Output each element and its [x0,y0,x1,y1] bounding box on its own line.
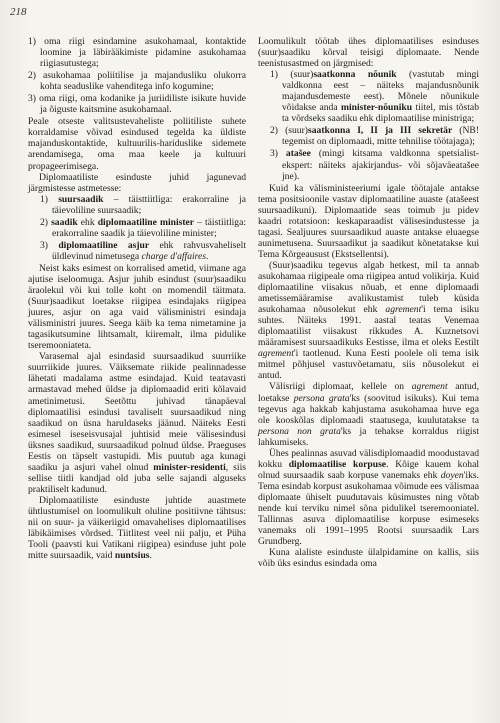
paragraph: Kuid ka välisministeeriumi igale töötajale antakse tema positsioonile vastav diplomaatiline auaste (atašeest suursaadikuni). Diplomaatide seas toimub ju pidev kaadri rotatsioon: keskaparaadist välisesindustesse ja tagasi. Sealjuures suursaadikud auaste antakse eluaegse aunimetusena. Suursaadikut ja saadikut kõnetatakse kui Tema Kõrgeausust (Ekstsellentsi). [258,182,479,260]
diplomatic-functions-list [28,36,246,115]
item-number: 2) [270,125,286,137]
list-item [258,148,479,181]
term: saadik [51,216,78,228]
paragraph-text: (Suur)saadiku tegevus algab hetkest, mil ta annab asukohamaa riigipeale oma riigipea antud volikirja. Kuid diplomaatiline viisakus nõuab, et enne diplomaadi ametissemääramise avalikustamist tuleb küsida asukohamaa nõusolekut ehk [258,259,479,316]
item-text: – täisttiitliga: erakorraline ja täievoliline suursaadik; [52,193,247,216]
term: minister-residenti [153,461,226,473]
term: suursaadik [58,193,104,205]
paragraph-text: Diplomaatiliste esinduste juhtide auastmete ühtlustumisel on loomulikult oluline positiivne tähtsus: nii on suur- ja väikeriigid omavahelises diplomaatilises läbikäimises võrdsed. Tiitlitest veel nii palju, et Püha Tooli (paavsti kui Vatikani riigipea) esinduse juht pole mitte suursaadik, vaid [28,494,246,562]
foreign-term: persona non grata [258,425,341,437]
list-item [258,125,479,147]
term: diplomaatiline minister [97,216,195,228]
term: saatkonna I, II ja III sekretär [308,125,453,137]
foreign-term: persona grata [293,392,350,404]
item-text: . [206,250,209,262]
staff-rank-list [258,69,479,181]
paragraph [258,260,479,382]
paragraph: Peale otseste valitsustevaheliste poliitiliste suhete korraldamise võivad esindused tegelda ka üldiste majanduskontaktide, kultuurilis-hariduslike sidemete arendamisega, oma maa keele ja kultuuri propageerimisega. [28,116,246,172]
item-text: (vastutab mingi valdkonna eest – näiteks majandusnõunik majandusdemeste eest). Mõnele nõunikule võidakse anda [282,69,479,114]
item-number: 1) [40,193,59,205]
list-item: 2) asukohamaa poliitilise ja majandusliku olukorra kohta seaduslike vahenditega info kogumine; [28,70,246,93]
paragraph-text: 'ks ja tehakse korraldus riigist lahkumiseks. [258,425,479,448]
term: nuntsius [114,550,150,562]
list-item: 3) oma riigi, oma kodanike ja juriidiliste isikute huvide ja õiguste kaitsmine asukohamaal. [28,93,246,116]
term: minister-nõuniku [340,102,413,114]
list-item: 1) oma riigi esindamine asukohamaal, kontaktide loomine ja läbirääkimiste pidamine asukohamaa riigiasutustega; [28,36,246,70]
paragraph-text: Ühes pealinnas asuvad välisdiplomaadid moodustavad kokku [258,447,479,470]
paragraph: Neist kaks esimest on korralised ametid, viimane aga ajutise iseloomuga. Asjur juhib esindust (suur)saadiku äraolekul või kui tolle koht on momendil täitmata. (Suur)saadikut loetakse riigipea esindajaks riigipea juures, asjur on aga vaid välisministri esindaja välisministri juures. Seega käib ka tema nimetamine ja tagasikutsumine lihtsamalt, kiiremalt, ilma pidulike tseremooniateta. [28,262,246,352]
paragraph-text: , siis sellise tiitli kandjad old juba selle sajandi alguseks praktiliselt kadunud. [28,461,246,495]
left-column [28,36,246,561]
rank-list [28,194,246,262]
item-text: ehk [77,216,98,228]
paragraph: Kuna alaliste esinduste ülalpidamine on kallis, siis võib üks esindus esindada oma [258,547,479,570]
term: diplomaatilise korpuse [288,458,387,470]
paragraph-text: 'i taotlenud. Kuna Eesti poolele oli tema isik mitmel põhjusel vastuvõetamatu, siis nõusolekut ei antud. [258,348,479,382]
paragraph-text: Välisriigi diplomaat, kellele on [269,381,412,393]
paragraph [28,495,246,561]
item-text: ehk rahvusvaheliselt üldlevinud nimetusega [52,239,247,262]
item-text: (suur) [290,69,314,81]
paragraph [258,381,479,447]
term: atašee [285,148,311,160]
list-item [28,240,246,262]
paragraph-text: . Kõige kauem kohal olnud suursaadik saab korpuse vanemaks ehk [258,458,479,481]
item-text: tiitel, mis tõstab ta võrdseks saadiku ehk diplomaatilise ministriga; [282,102,479,125]
foreign-term: agrement [258,348,294,360]
item-text: (mingi kitsama valdkonna spetsialist-ekspert: näiteks ajakirjandus- või sõjaväeatašee jne). [282,148,480,182]
paragraph-text: 'i tema isiku suhtes. Näiteks 1991. aastal teatas Venemaa diplomaatilist viisakust rikkudes A. Kuznetsovi määramisest suursaadikuks Eestisse, ilma et oleks Eestilt [258,304,479,349]
item-number: 1) [270,69,291,81]
paragraph [258,448,479,547]
foreign-term: charge d'affaires [141,250,207,262]
term: diplomaatiline asjur [58,239,150,251]
item-number: 3) [40,239,59,251]
term: saatkonna nõunik [313,69,397,81]
list-item [28,194,246,216]
paragraph-text: Varasemal ajal esindasid suursaadikud suurriike suurriikide juures. Väiksemate riikide pealinnadesse lähetati madalama astme esindajad. Kuid teatavasti armastavad mehed üldse ja diplomaadid eriti kõlavaid ametinimetusi. Seetõttu juhivad tänapäeval diplomaatilisi esindusi tavaliselt suursaadikud ning saadikud on üsna haruldaseks jäänud. Näiteks Eesti esimesel iseseisvusajal juhtisid meie välisesindusi üksnes saadikud, suursaadikud polnud üldse. Praeguses Eestis on täpselt vastupidi. Mis puutub aga kunagi saadiku ja asjuri vahel olnud [28,351,246,473]
item-text: (suur) [285,125,308,137]
item-text: (NB! tegemist on diplomaadi, mitte tehnilise töötajaga); [282,125,480,148]
list-item [258,69,479,124]
foreign-term: agrement [385,304,422,316]
paragraph-text: antud, loetakse [258,381,479,404]
paragraph: Loomulikult töötab ühes diplomaatilises esinduses (suur)saadiku kõrval teisigi diplomaate. Nende teenistusastmed on järgmised: [258,36,479,70]
item-number: 3) [270,148,286,160]
right-column [258,36,479,569]
foreign-term: doyen [440,469,464,481]
item-number: 2) [40,216,52,228]
list-item [28,217,246,239]
paragraph [28,351,246,495]
foreign-term: agrement [411,381,448,393]
item-text: – täistiitliga: erakorraline saadik ja täievoliline minister; [52,216,247,239]
paragraph-text: . [149,550,152,562]
paragraph: Diplomaatiliste esinduste juhid jagunevad järgmistesse astmetesse: [28,171,246,194]
paragraph-text: 'iks. Tema esindab korpust asukohamaa võimude ees välismaa diplomaate ühiselt puudutavais küsimustes ning võtab nende kui terviku nimel sõna pidulikel tseremooniatel. Tallinnas asuva diplomaatilise korpuse esimeseks vanemaks oli 1991–1995 Rootsi suursaadik Lars Grundberg. [258,469,479,548]
paragraph-text: 'ks (soovitud isikuks). Kui tema tegevus aga hakkab kahjustama asukohamaa huve ega ole kooskõlas diplomaadi staatusega, kuulutatakse ta [258,392,479,426]
page-number: 218 [10,6,27,18]
